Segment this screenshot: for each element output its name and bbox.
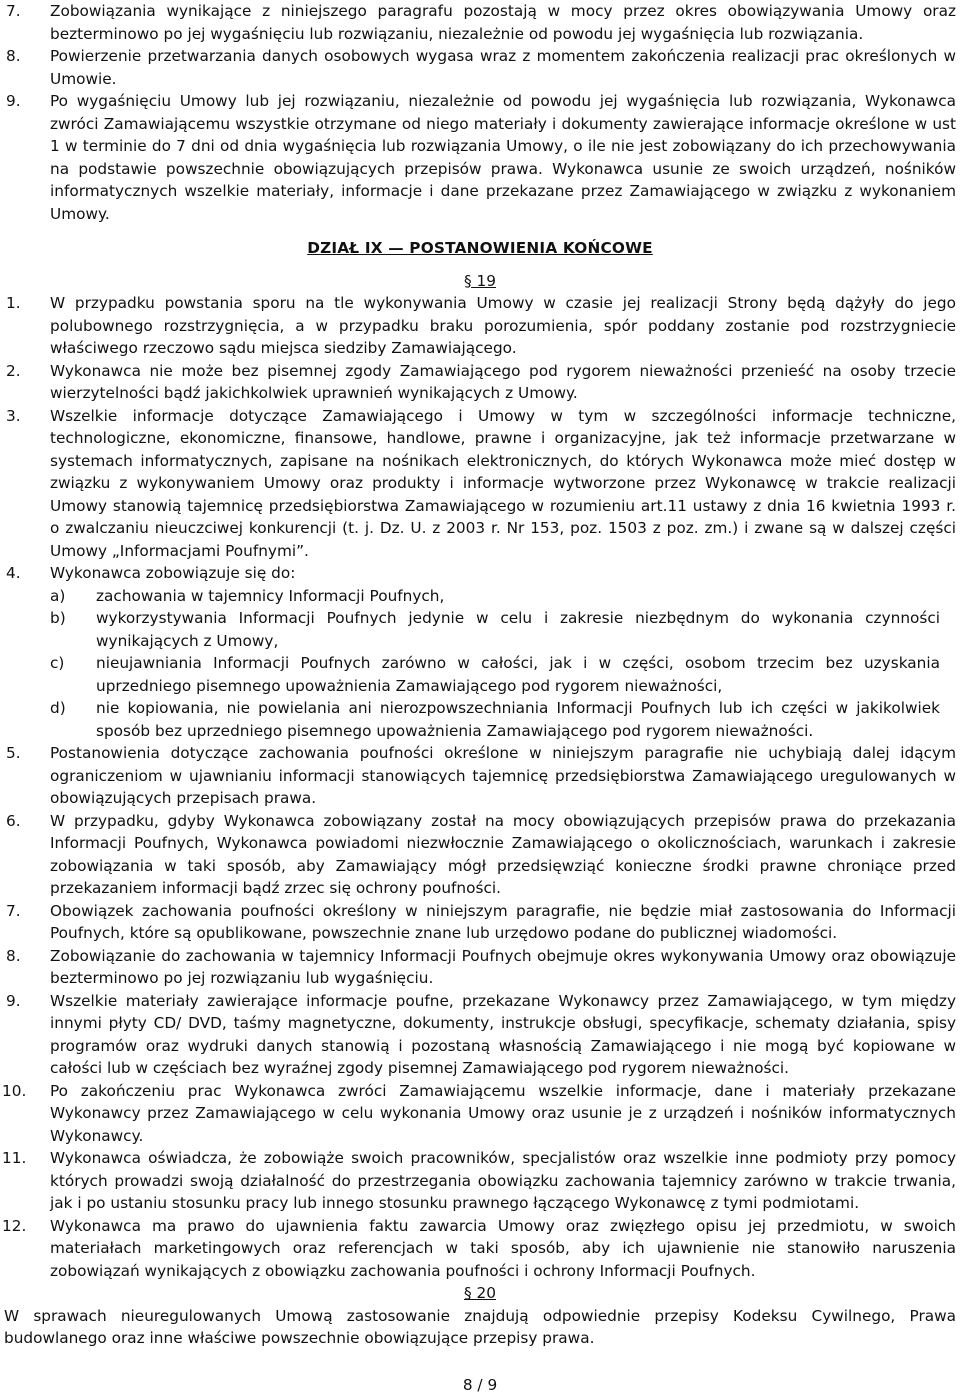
item-text: Wszelkie materiały zawierające informacje poufne, przekazane Wykonawcy przez Zamawiającego, w tym między innymi płyty CD/ DVD, taśmy magnetyczne, dokumenty, instrukcje obsługi, specyfikacje, schematy działania, spisy programów oraz wydruki danych stanowią i pozostaną własnością Zamawiającego i nie mogą być kopiowane w całości lub w częściach bez wyraźnej zgody pisemnej Zamawiającego pod rygorem nieważności. bbox=[50, 991, 956, 1077]
list-item bbox=[0, 360, 960, 405]
list-item bbox=[0, 945, 960, 990]
item-number: 7. bbox=[6, 901, 21, 920]
sub-item-letter: c) bbox=[50, 654, 65, 672]
paragraph-number-19 bbox=[0, 270, 960, 293]
list-item bbox=[0, 562, 960, 585]
item-text: Powierzenie przetwarzania danych osobowych wygasa wraz z momentem zakończenia realizacji prac określonych w Umowie. bbox=[50, 47, 956, 88]
sub-item-letter: d) bbox=[50, 699, 66, 717]
item-number: 3. bbox=[6, 406, 21, 425]
sub-item-text: wykorzystywania Informacji Poufnych jedynie w celu i zakresie niezbędnym do wykonania czynności wynikających z Umowy, bbox=[96, 609, 940, 650]
item-number: 2. bbox=[6, 361, 21, 380]
paragraph-number: 20 bbox=[476, 1284, 496, 1302]
list-item bbox=[0, 990, 960, 1080]
paragraph-number-20 bbox=[0, 1282, 960, 1305]
sub-item bbox=[0, 585, 960, 608]
list-item bbox=[0, 0, 960, 45]
sub-item-text: zachowania w tajemnicy Informacji Poufnych, bbox=[96, 586, 445, 605]
item-text: Wykonawca zobowiązuje się do: bbox=[50, 564, 296, 582]
item-text: Zobowiązania wynikające z niniejszego paragrafu pozostają w mocy przez okres obowiązywania Umowy oraz bezterminowo po jej wygaśnięciu lub rozwiązaniu, niezależnie od powodu jej wygaśnięcia lub rozwiązania. bbox=[50, 2, 956, 43]
item-text: Po wygaśnięciu Umowy lub jej rozwiązaniu, niezależnie od powodu jej wygaśnięcia lub rozwiązania, Wykonawca zwróci Zamawiającemu wszystkie otrzymane od niego materiały i dokumenty zawierające informacje określone w ust 1 w terminie do 7 dni od dnia wygaśnięcia lub rozwiązania Umowy, o ile nie jest zobowiązany do ich przechowywania na podstawie powszechnie obowiązujących przepisów prawa. Wykonawca usunie ze swoich urządzeń, nośników informatycznych wszelkie materiały, informacje i dane przekazane przez Zamawiającego w związku z wykonaniem Umowy. bbox=[50, 92, 956, 223]
list-item bbox=[0, 742, 960, 810]
list-item bbox=[0, 900, 960, 945]
list-item bbox=[0, 1080, 960, 1148]
sub-item-text: nieujawniania Informacji Poufnych zarówno w całości, jak i w części, osobom trzecim bez uzyskania uprzedniego pisemnego upoważnienia Zamawiającego pod rygorem nieważności, bbox=[96, 654, 940, 695]
item-number: 7. bbox=[6, 2, 21, 20]
page-number: 8 / 9 bbox=[462, 1376, 498, 1394]
section-heading: DZIAŁ IX — POSTANOWIENIA KOŃCOWE bbox=[307, 239, 653, 257]
item-text: Wykonawca ma prawo do ujawnienia faktu zawarcia Umowy oraz zwięzłego opisu jej przedmiotu, w swoich materiałach marketingowych oraz referencjach w taki sposób, aby ich ujawnienie nie stanowiło naruszenia zobowiązań wynikających z obowiązku zachowania poufności i ochrony Informacji Poufnych. bbox=[50, 1216, 956, 1280]
item-text: Wszelkie informacje dotyczące Zamawiającego i Umowy w tym w szczególności informacje techniczne, technologiczne, ekonomiczne, finansowe, handlowe, prawne i organizacyjne, jak też informacje przetwarzane w systemach informatycznych, zapisane na nośnikach elektronicznych, do których Wykonawca może mieć dostęp w związku z wykonywaniem Umowy oraz produkty i informacje wytworzone przez Wykonawcę w trakcie realizacji Umowy stanowią tajemnicę przedsiębiorstwa Zamawiającego w rozumieniu art.11 ustawy z dnia 16 kwietnia 1993 r. o zwalczaniu nieuczciwej konkurencji (t. j. Dz. U. z 2003 r. Nr 153, poz. 1503 z poz. zm.) i zwane są w dalszej części Umowy „Informacjami Poufnymi”. bbox=[50, 406, 956, 560]
paragraph-19-list bbox=[0, 292, 960, 1282]
item-number: 1. bbox=[6, 294, 21, 312]
sub-item bbox=[0, 652, 960, 697]
item-text: W przypadku, gdyby Wykonawca zobowiązany został na mocy obowiązujących przepisów prawa do przekazania Informacji Poufnych, Wykonawca powiadomi niezwłocznie Zamawiającego o okolicznościach, warunkach i zakresie zobowiązania w taki sposób, aby Zamawiający mógł przedsięwziąć konieczne środki prawne chroniące przed przekazaniem informacji bądź zrzec się ochrony poufności. bbox=[50, 811, 956, 897]
list-item bbox=[0, 292, 960, 360]
sub-item-letter: a) bbox=[50, 586, 66, 605]
list-item bbox=[0, 45, 960, 90]
item-text: Postanowienia dotyczące zachowania poufności określone w niniejszym paragrafie nie uchybiają dalej idącym ograniczeniom w ujawnianiu informacji stanowiących tajemnicę przedsiębiorstwa Zamawiającego uregulowanych w obowiązujących przepisach prawa. bbox=[50, 744, 956, 807]
list-item bbox=[0, 1147, 960, 1215]
section8-end-list bbox=[0, 0, 960, 225]
item-text: Obowiązek zachowania poufności określony w niniejszym paragrafie, nie będzie miał zastosowania do Informacji Poufnych, które są opublikowane, powszechnie znane lub urzędowo podane do publicznej wiadomości. bbox=[50, 901, 956, 942]
item-number: 5. bbox=[6, 744, 21, 762]
paragraph-20-text: W sprawach nieuregulowanych Umową zastosowanie znajdują odpowiednie przepisy Kodeksu Cywilnego, Prawa budowlanego oraz inne właściwe powszechnie obowiązujące przepisy prawa. bbox=[4, 1306, 956, 1347]
item-number: 11. bbox=[2, 1149, 27, 1167]
list-item bbox=[0, 90, 960, 225]
sub-item bbox=[0, 607, 960, 652]
item-number: 12. bbox=[2, 1216, 27, 1235]
item-number: 6. bbox=[6, 811, 21, 830]
item-text: Po zakończeniu prac Wykonawca zwróci Zamawiającemu wszelkie informacje, dane i materiały przekazane Wykonawcy przez Zamawiającego w celu wykonania Umowy oraz usunie je z urządzeń i nośników informatycznych Wykonawcy. bbox=[50, 1081, 956, 1145]
item-number: 10. bbox=[2, 1081, 27, 1100]
section-sign: § bbox=[464, 271, 472, 290]
item-number: 9. bbox=[6, 991, 21, 1010]
sub-item bbox=[0, 697, 960, 742]
item-text: Zobowiązanie do zachowania w tajemnicy Informacji Poufnych obejmuje okres wykonywania Umowy oraz obowiązuje bezterminowo po jej rozwiązaniu lub wygaśnięciu. bbox=[50, 946, 956, 987]
list-item bbox=[0, 810, 960, 900]
section-sign: § bbox=[464, 1284, 472, 1302]
list-item bbox=[0, 1215, 960, 1283]
paragraph-number: 19 bbox=[476, 271, 496, 290]
list-item bbox=[0, 405, 960, 563]
item-number: 4. bbox=[6, 564, 21, 582]
item-text: Wykonawca nie może bez pisemnej zgody Zamawiającego pod rygorem nieważności przenieść na osoby trzecie wierzytelności bądź jakichkolwiek uprawnień wynikających z Umowy. bbox=[50, 361, 956, 402]
sub-item-text: nie kopiowania, nie powielania ani nierozpowszechniania Informacji Poufnych lub ich części w jakikolwiek sposób bez uprzedniego pisemnego upoważnienia Zamawiającego pod rygorem nieważności. bbox=[96, 699, 940, 740]
sub-item-letter: b) bbox=[50, 609, 66, 627]
item-text: Wykonawca oświadcza, że zobowiąże swoich pracowników, specjalistów oraz wszelkie inne podmioty przy pomocy których prowadzi swoją działalność do przestrzegania obowiązku zachowania tajemnicy zarówno w trakcie trwania, jak i po ustaniu stosunku pracy lub innego stosunku prawnego łączącego Wykonawcę z tymi podmiotami. bbox=[50, 1149, 956, 1212]
item-number: 9. bbox=[6, 92, 21, 110]
item-text: W przypadku powstania sporu na tle wykonywania Umowy w czasie jej realizacji Strony będą dążyły do jego polubownego rozstrzygnięcia, a w przypadku braku porozumienia, spór poddany zostanie pod rozstrzygniecie właściwego rzeczowo sądu miejsca siedziby Zamawiającego. bbox=[50, 294, 956, 357]
item-number: 8. bbox=[6, 47, 21, 65]
item-number: 8. bbox=[6, 946, 21, 965]
